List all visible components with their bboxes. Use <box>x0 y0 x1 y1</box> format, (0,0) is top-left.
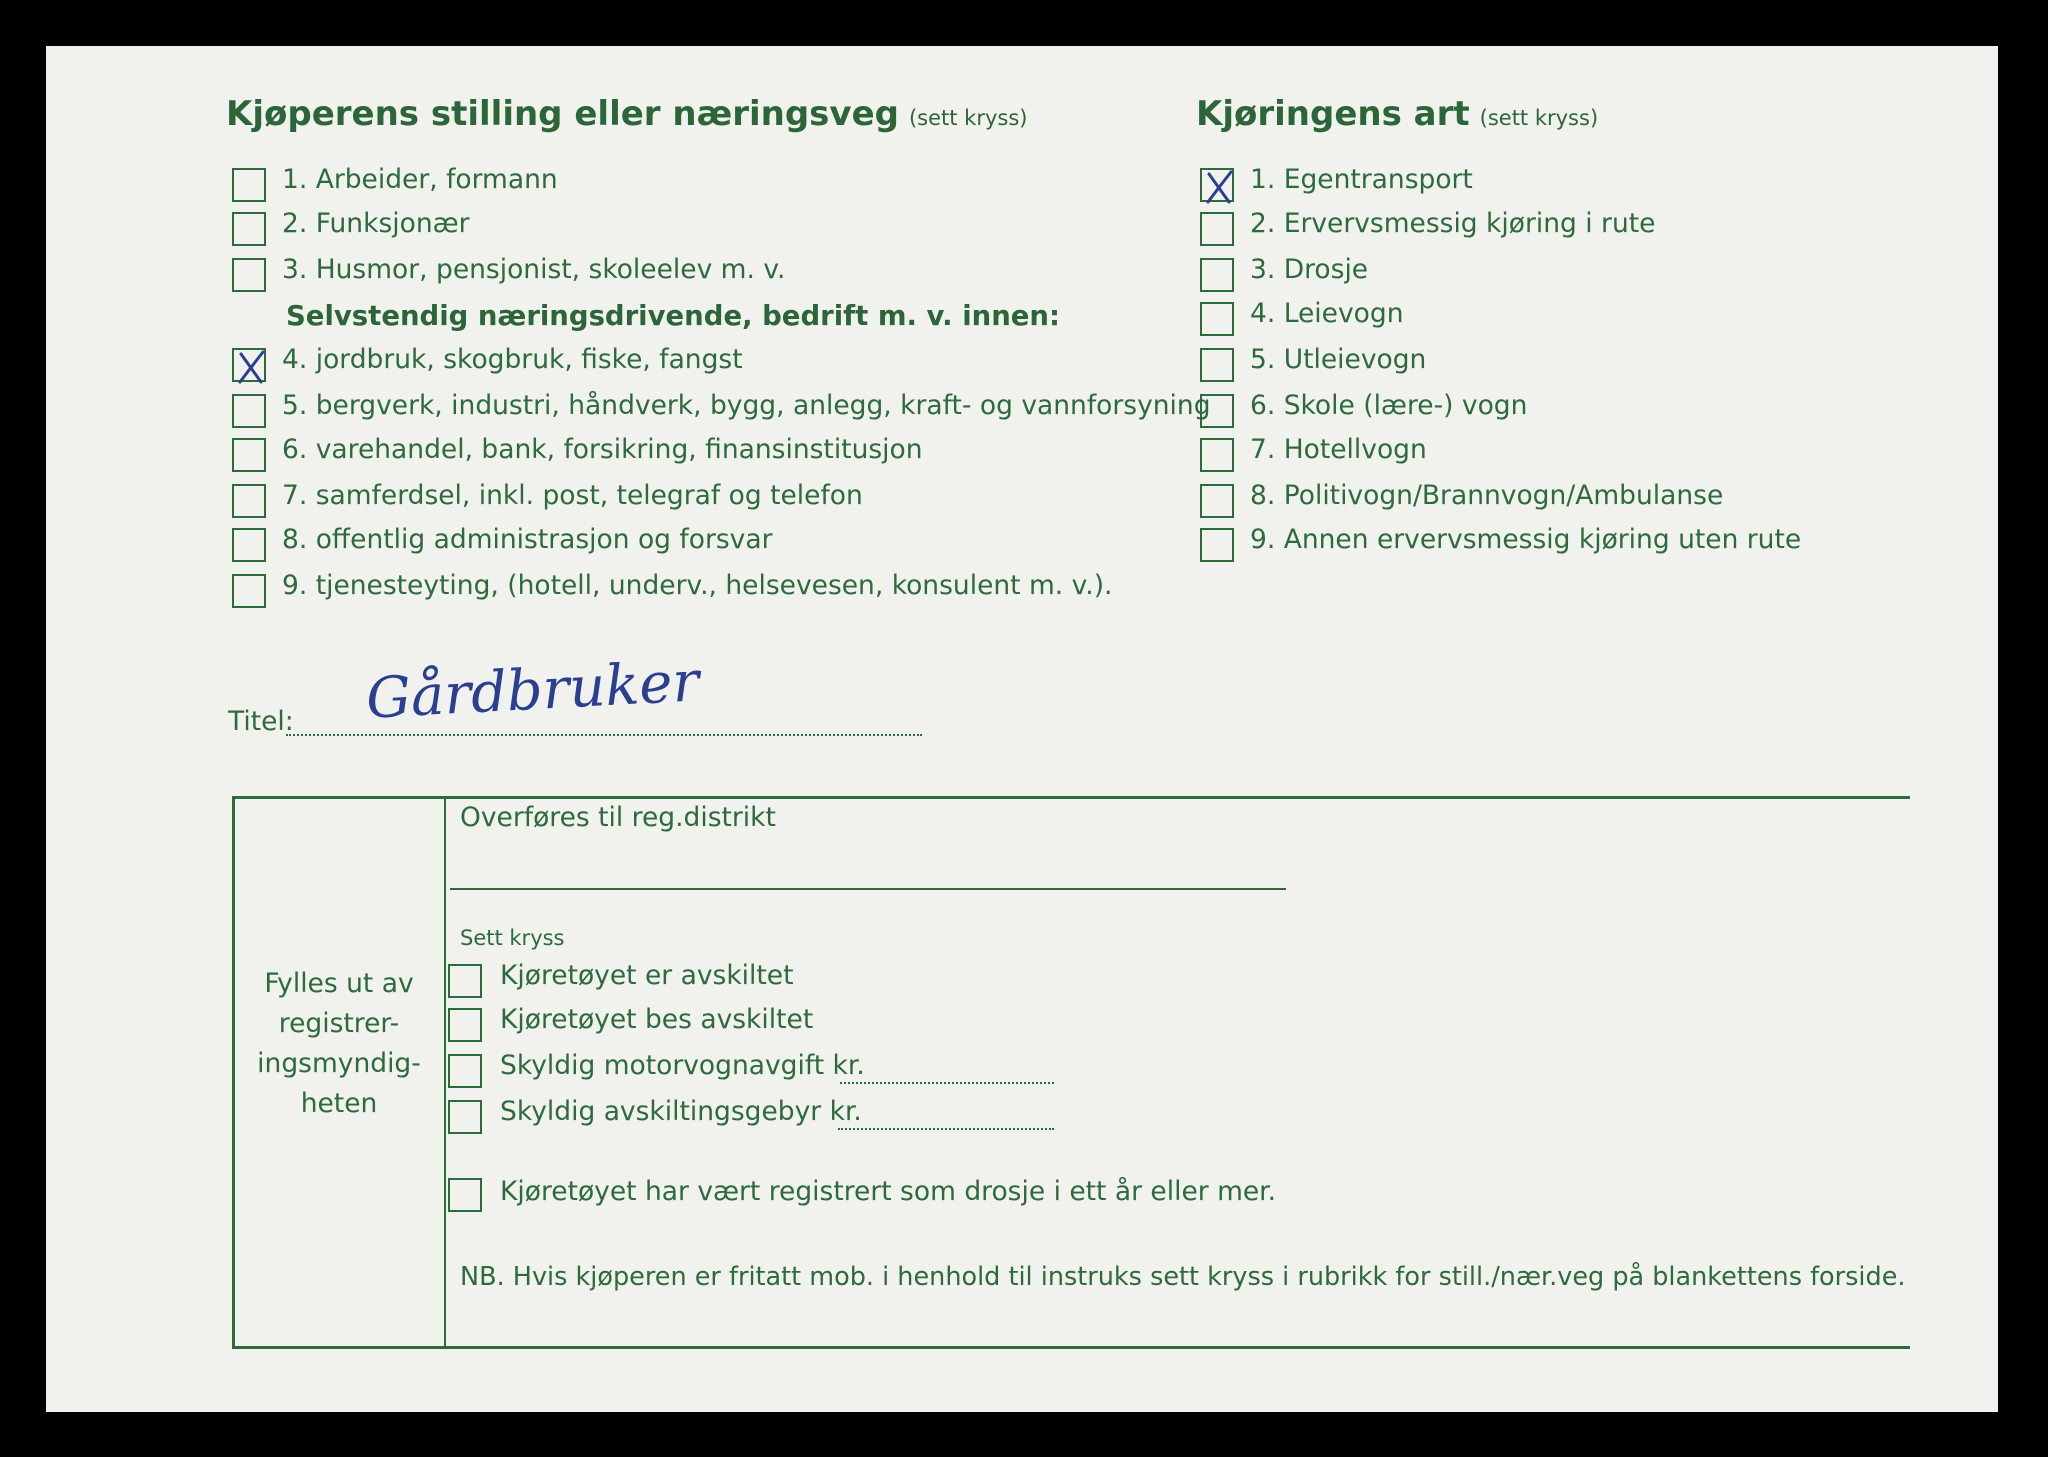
driving-type-label-8: 8. Politivogn/Brannvogn/Ambulanse <box>1250 480 1724 511</box>
driving-type-checkbox-3[interactable] <box>1200 258 1234 292</box>
occupation-label-4: 4. jordbruk, skogbruk, fiske, fangst <box>282 344 743 375</box>
sett-kryss-label: Sett kryss <box>460 926 565 950</box>
authority-checkbox-4[interactable] <box>448 1100 482 1134</box>
occupation-checkbox-3[interactable] <box>232 258 266 292</box>
occupation-checkbox-7[interactable] <box>232 484 266 518</box>
title-handwritten-value[interactable]: Gårdbruker <box>364 649 701 732</box>
driving-type-checkbox-5[interactable] <box>1200 348 1234 382</box>
occupation-label-2: 2. Funksjonær <box>282 208 470 239</box>
authority-checkbox-1[interactable] <box>448 964 482 998</box>
driving-type-label-1: 1. Egentransport <box>1250 164 1473 195</box>
occupation-checkbox-2[interactable] <box>232 212 266 246</box>
driving-type-checkbox-1[interactable] <box>1200 168 1234 202</box>
authority-check-label-2: Kjøretøyet bes avskiltet <box>500 1004 814 1035</box>
driving-type-heading <box>1196 94 1598 134</box>
amount-dotted-line-2[interactable] <box>838 1112 1054 1130</box>
occupation-checkbox-4[interactable] <box>232 348 266 382</box>
authority-check-label-4: Skyldig avskiltingsgebyr kr. <box>500 1096 862 1127</box>
box-top-border <box>232 796 1910 799</box>
authority-side-label: Fylles ut av registrer- ingsmyndig- heten <box>257 968 421 1119</box>
driving-type-heading-text: Kjøringens art <box>1196 94 1470 134</box>
occupation-label-3: 3. Husmor, pensjonist, skoleelev m. v. <box>282 254 786 285</box>
self-employed-subheading: Selvstendig næringsdrivende, bedrift m. v. innen: <box>286 300 1061 332</box>
occupation-checkbox-5[interactable] <box>232 394 266 428</box>
authority-checkbox-2[interactable] <box>448 1008 482 1042</box>
driving-type-label-7: 7. Hotellvogn <box>1250 434 1427 465</box>
transfer-district-line[interactable] <box>450 888 1286 890</box>
driving-type-label-4: 4. Leievogn <box>1250 298 1404 329</box>
driving-type-label-6: 6. Skole (lære-) vogn <box>1250 390 1528 421</box>
driving-type-checkbox-8[interactable] <box>1200 484 1234 518</box>
occupation-label-9: 9. tjenesteyting, (hotell, underv., helsevesen, konsulent m. v.). <box>282 570 1113 601</box>
driving-type-checkbox-6[interactable] <box>1200 394 1234 428</box>
box-left-border <box>232 796 235 1349</box>
drosje-check-label: Kjøretøyet har vært registrert som drosje i ett år eller mer. <box>500 1176 1277 1207</box>
buyer-occupation-heading <box>226 94 1027 134</box>
check-x-icon <box>1200 166 1238 208</box>
driving-type-label-3: 3. Drosje <box>1250 254 1369 285</box>
drosje-checkbox[interactable] <box>448 1178 482 1212</box>
driving-type-checkbox-9[interactable] <box>1200 528 1234 562</box>
occupation-checkbox-8[interactable] <box>232 528 266 562</box>
driving-type-label-9: 9. Annen ervervsmessig kjøring uten rute <box>1250 524 1802 555</box>
authority-check-label-1: Kjøretøyet er avskiltet <box>500 960 794 991</box>
occupation-label-7: 7. samferdsel, inkl. post, telegraf og telefon <box>282 480 863 511</box>
form-sheet <box>46 46 1998 1412</box>
driving-type-heading-note: (sett kryss) <box>1479 106 1599 130</box>
occupation-label-1: 1. Arbeider, formann <box>282 164 558 195</box>
title-label: Titel: <box>228 706 294 737</box>
driving-type-label-5: 5. Utleievogn <box>1250 344 1427 375</box>
occupation-label-8: 8. offentlig administrasjon og forsvar <box>282 524 773 555</box>
transfer-district-label: Overføres til reg.distrikt <box>460 802 776 833</box>
occupation-checkbox-9[interactable] <box>232 574 266 608</box>
authority-check-label-3: Skyldig motorvognavgift kr. <box>500 1050 865 1081</box>
driving-type-checkbox-4[interactable] <box>1200 302 1234 336</box>
amount-dotted-line-1[interactable] <box>840 1066 1054 1084</box>
occupation-label-6: 6. varehandel, bank, forsikring, finansinstitusjon <box>282 434 923 465</box>
buyer-occupation-heading-text: Kjøperens stilling eller næringsveg <box>226 94 899 134</box>
box-bottom-border <box>232 1346 1910 1349</box>
driving-type-label-2: 2. Ervervsmessig kjøring i rute <box>1250 208 1656 239</box>
check-x-icon <box>232 346 270 388</box>
buyer-occupation-heading-note: (sett kryss) <box>908 106 1028 130</box>
driving-type-checkbox-7[interactable] <box>1200 438 1234 472</box>
nb-note: NB. Hvis kjøperen er fritatt mob. i henhold til instruks sett kryss i rubrikk for still./nær.veg på blankettens forside. <box>460 1262 1906 1292</box>
occupation-checkbox-1[interactable] <box>232 168 266 202</box>
authority-checkbox-3[interactable] <box>448 1054 482 1088</box>
occupation-checkbox-6[interactable] <box>232 438 266 472</box>
driving-type-checkbox-2[interactable] <box>1200 212 1234 246</box>
box-divider <box>444 796 446 1349</box>
occupation-label-5: 5. bergverk, industri, håndverk, bygg, anlegg, kraft- og vannforsyning <box>282 390 1211 421</box>
